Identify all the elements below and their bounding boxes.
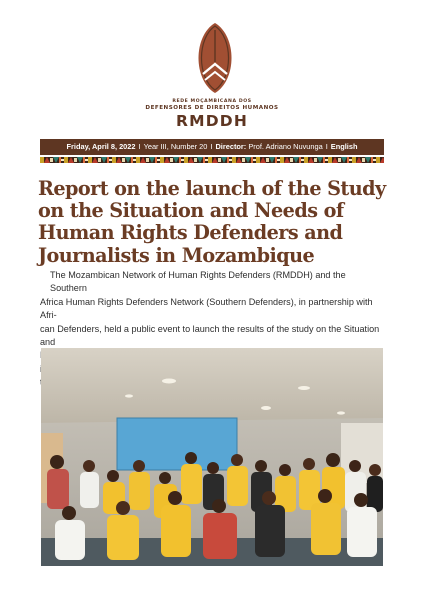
director-name: Prof. Adriano Nuvunga <box>248 142 323 151</box>
decorative-stripe <box>40 157 384 163</box>
issue-number: Number 20 <box>170 142 208 151</box>
issue-date: Friday, April 8, 2022 <box>66 142 136 151</box>
org-name-line-1: REDE MOÇAMBICANA DOS <box>172 99 252 104</box>
rmddh-logo <box>194 22 236 94</box>
issue-info-bar: Friday, April 8, 2022 I Year III, Number 20 I Director: Prof. Adriano Nuvunga I English <box>40 139 384 155</box>
director-label: Director: <box>215 142 247 151</box>
body-line: can Defenders, held a public event to launch the results of the study on the Situation and <box>40 323 380 348</box>
org-name-line-2: DEFENSORES DE DIREITOS HUMANOS <box>145 105 279 111</box>
issue-language: English <box>330 142 358 151</box>
event-group-photo <box>41 348 383 566</box>
body-line: Africa Human Rights Defenders Network (Southern Defenders), in partnership with Afri- <box>40 296 373 321</box>
org-acronym: RMDDH <box>175 112 249 130</box>
article-headline: Report on the launch of the Study on the Situation and Needs of Human Rights Defenders and Journalists in Mozambique <box>38 177 386 267</box>
body-line: The Mozambican Network of Human Rights Defenders (RMDDH) and the Southern <box>50 270 346 294</box>
issue-year: Year III, <box>143 142 169 151</box>
